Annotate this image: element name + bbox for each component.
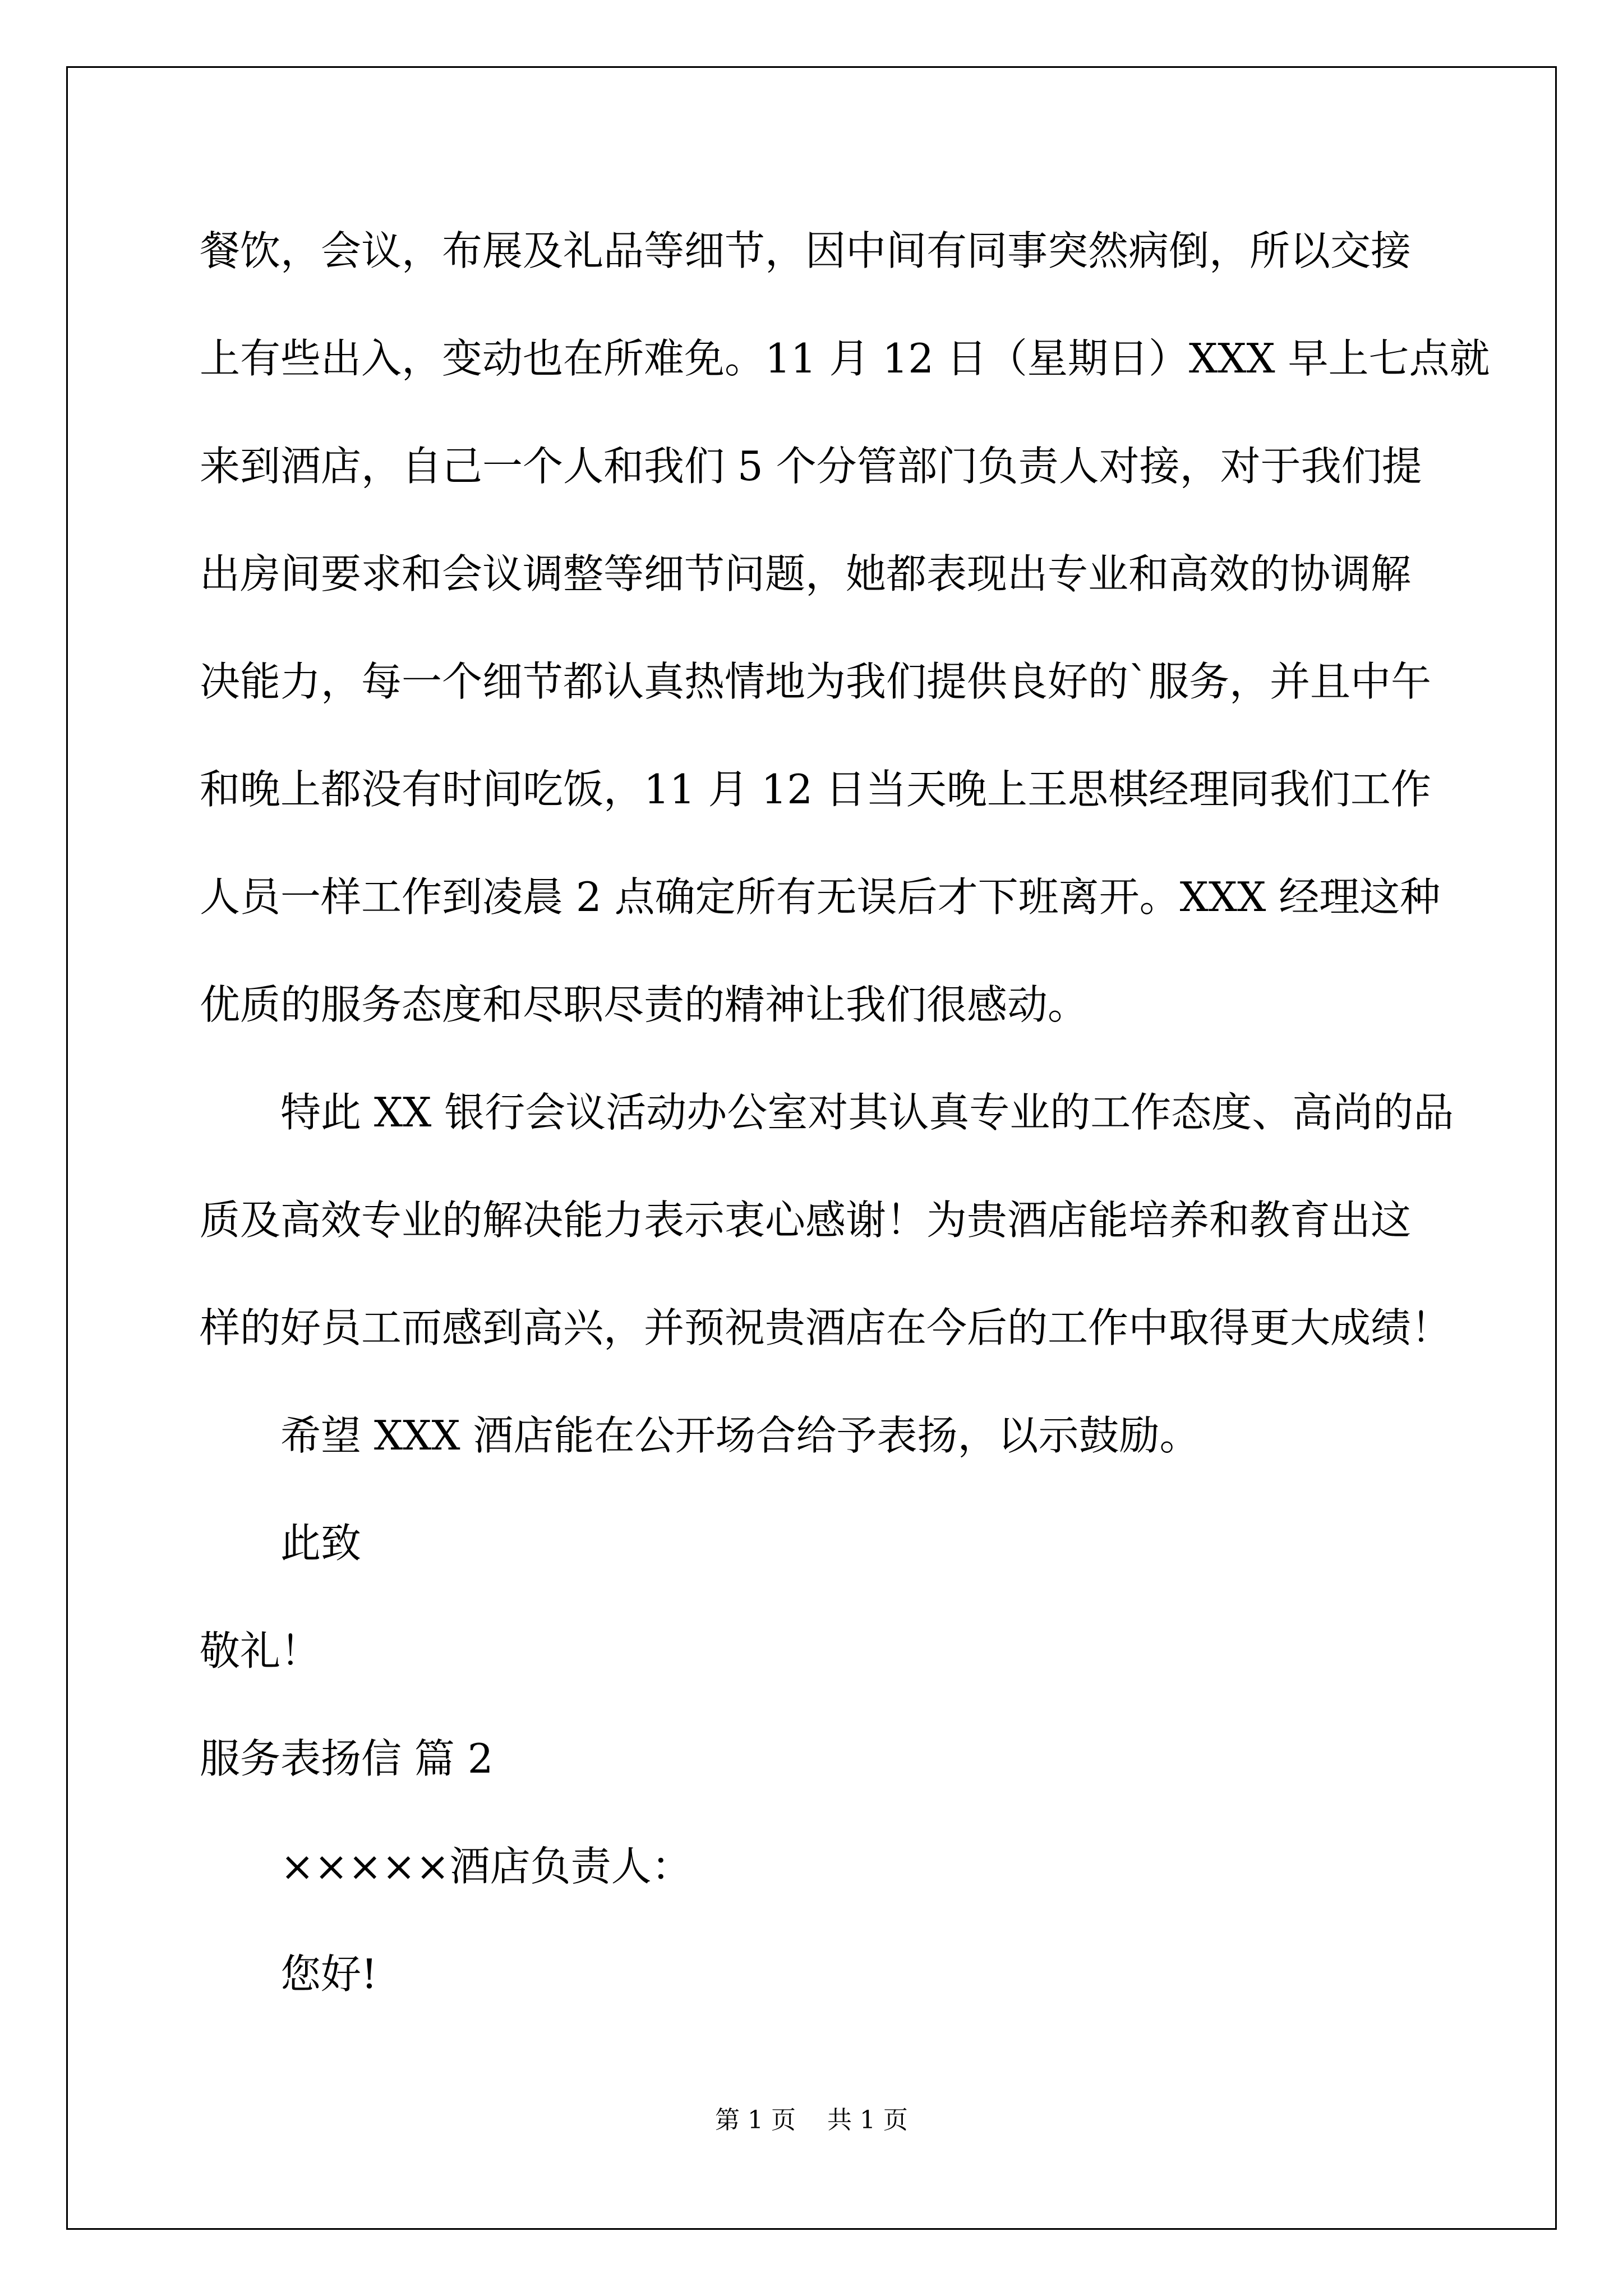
body-line-7: 人员一样工作到凌晨 2 点确定所有无误后才下班离开。XXX 经理这种	[200, 873, 1441, 921]
closing-line: 此致	[280, 1520, 362, 1567]
body-line-4: 出房间要求和会议调整等细节问题，她都表现出专业和高效的协调解	[200, 550, 1412, 597]
body-line-11: 样的好员工而感到高兴，并预祝贵酒店在今后的工作中取得更大成绩！	[200, 1304, 1452, 1351]
body-line-2: 上有些出入，变动也在所难免。11 月 12 日（星期日）XXX 早上七点就	[200, 335, 1490, 382]
body-line-8: 优质的服务态度和尽职尽责的精神让我们很感动。	[200, 981, 1089, 1028]
greeting-line: 您好!	[280, 1950, 377, 1998]
salute-line: 敬礼！	[200, 1627, 321, 1674]
addressee-line: ×××××酒店负责人：	[280, 1843, 692, 1890]
body-line-3: 来到酒店，自己一个人和我们 5 个分管部门负责人对接，对于我们提	[200, 443, 1422, 490]
section-heading: 服务表扬信 篇 2	[200, 1735, 494, 1782]
page-frame	[66, 66, 1557, 2230]
hope-line: 希望 XXX 酒店能在公开场合给予表扬，以示鼓励。	[280, 1412, 1200, 1459]
body-line-6: 和晚上都没有时间吃饭，11 月 12 日当天晚上王思棋经理同我们工作	[200, 766, 1431, 813]
body-line-1: 餐饮，会议，布展及礼品等细节，因中间有同事突然病倒，所以交接	[200, 227, 1412, 274]
body-line-10: 质及高效专业的解决能力表示衷心感谢！为贵酒店能培养和教育出这	[200, 1197, 1412, 1244]
body-line-9: 特此 XX 银行会议活动办公室对其认真专业的工作态度、高尚的品	[280, 1089, 1454, 1136]
body-line-5: 决能力，每一个细节都认真热情地为我们提供良好的`服务，并且中午	[200, 658, 1432, 705]
page-footer: 第 1 页 共 1 页	[715, 2106, 908, 2134]
